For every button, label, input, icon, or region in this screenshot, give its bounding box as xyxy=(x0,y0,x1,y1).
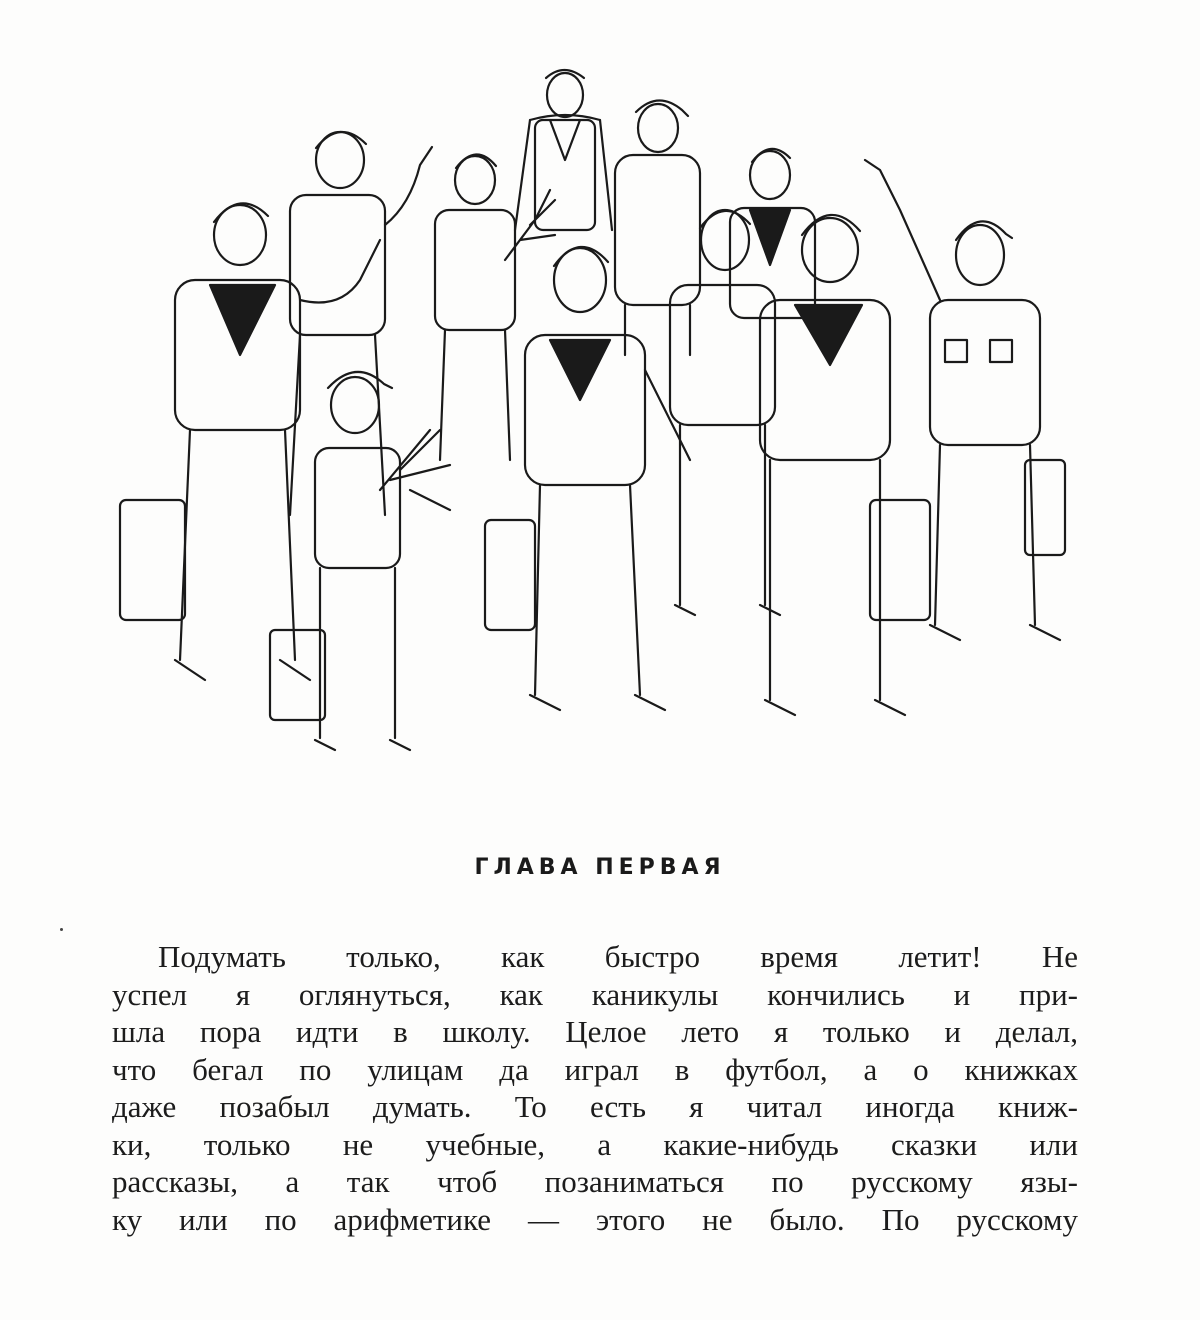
text-line: успел я оглянуться, как каникулы кончились и при- xyxy=(112,976,1078,1012)
figure-back-center xyxy=(515,70,612,230)
figure-center-right xyxy=(670,210,780,615)
text-line: что бегал по улицам да играл в футбол, а о книжках xyxy=(112,1051,1078,1087)
text-line: ку или по арифметике — этого не было. По русскому xyxy=(112,1201,1078,1237)
figure-small-child xyxy=(270,372,450,750)
figure-back-right xyxy=(615,100,700,355)
figure-front-right xyxy=(760,215,930,715)
illustration-pioneer-boys xyxy=(110,50,1070,760)
figure-left-waving xyxy=(290,132,432,515)
text-line: Подумать только, как быстро время летит! Не xyxy=(158,939,1078,974)
text-line: шла пора идти в школу. Целое лето я только и делал, xyxy=(112,1014,1078,1049)
figure-front-left xyxy=(120,203,380,680)
figure-far-right-waving xyxy=(865,160,1065,640)
figure-flowers-back xyxy=(435,154,555,460)
text-line: рассказы, а так чтоб позаниматься по русскому язы- xyxy=(112,1164,1078,1199)
text-line: ки, только не учебные, а какие-нибудь сказки или xyxy=(112,1126,1078,1162)
paper-speck xyxy=(60,928,63,931)
text-line: даже позабыл думать. То есть я читал иногда книж- xyxy=(112,1089,1078,1124)
chapter-text xyxy=(112,938,1078,1238)
chapter-title: ГЛАВА ПЕРВАЯ xyxy=(474,855,726,880)
